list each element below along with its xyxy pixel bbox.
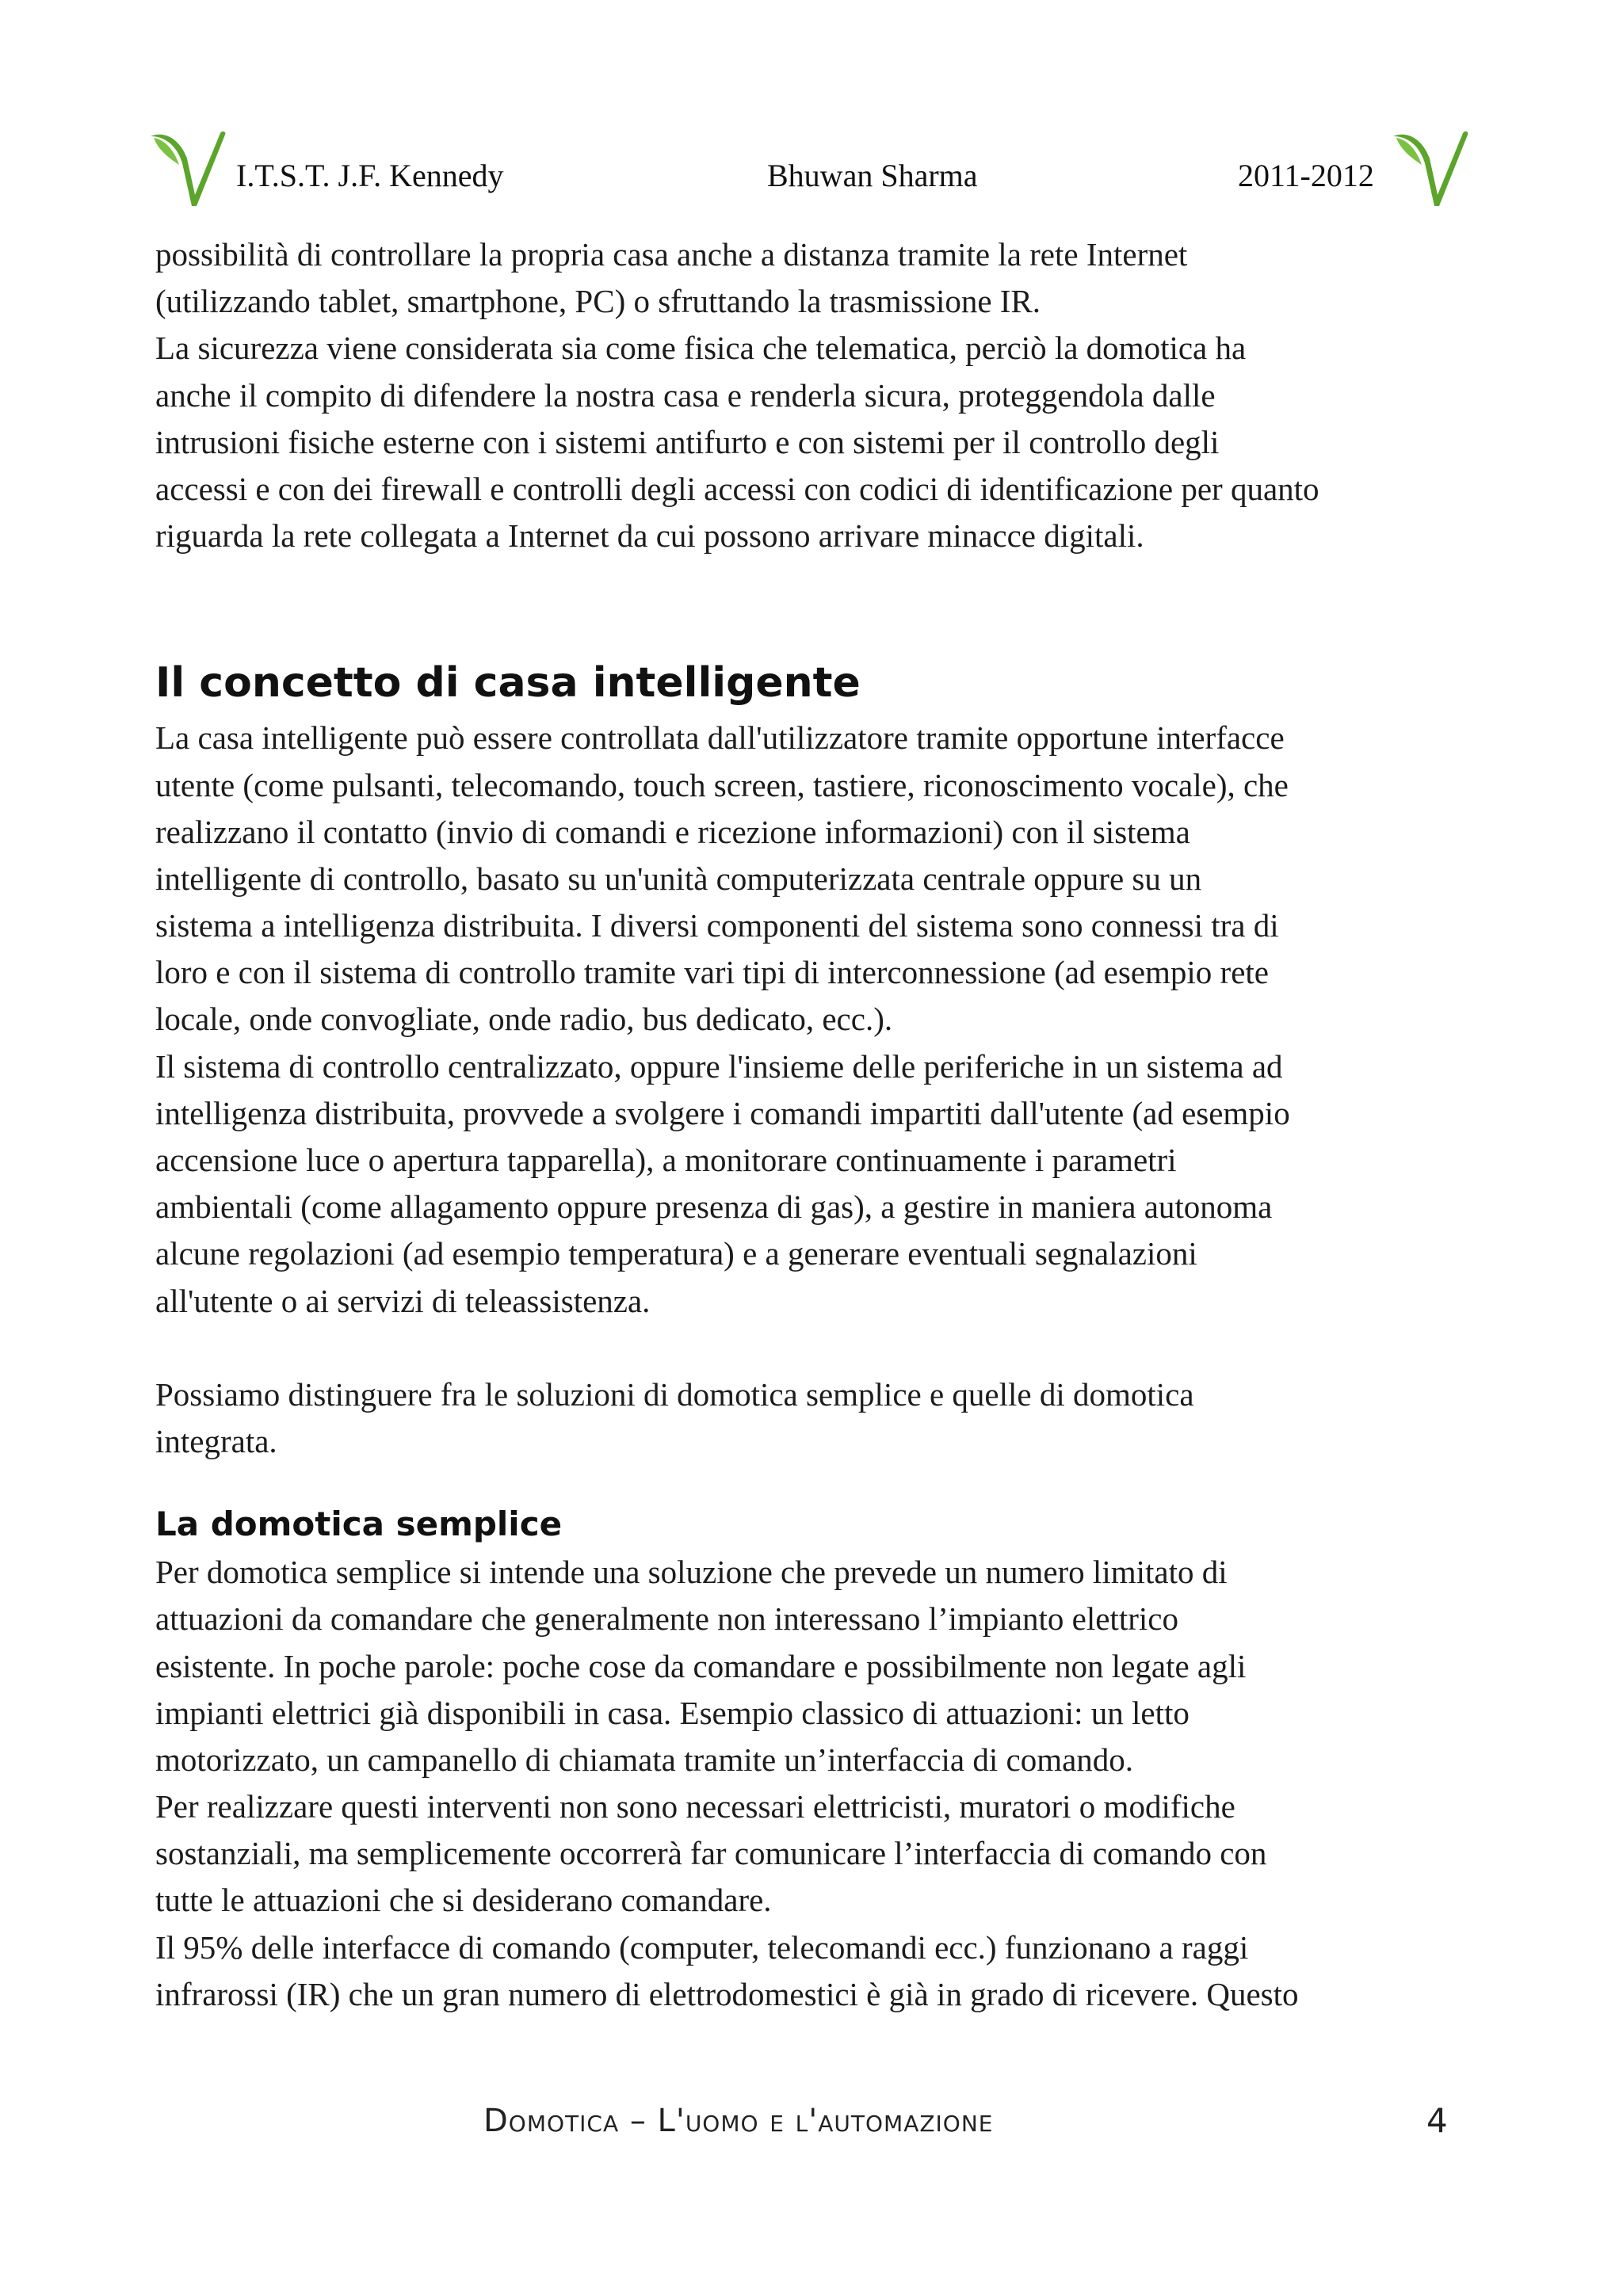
text-line: intelligenza distribuita, provvede a svolgere i comandi impartiti dall'utente (ad esempio xyxy=(155,1094,1290,1131)
text-line: infrarossi (IR) che un gran numero di elettrodomestici è già in grado di ricevere. Questo xyxy=(155,1975,1299,2012)
paragraph-simple-domotics xyxy=(155,1549,1471,2018)
text-line: anche il compito di difendere la nostra casa e renderla sicura, proteggendola dalle xyxy=(155,376,1216,414)
text-line: possibilità di controllare la propria casa anche a distanza tramite la rete Internet xyxy=(155,236,1188,273)
text-line: esistente. In poche parole: poche cose da comandare e possibilmente non legate agli xyxy=(155,1647,1247,1684)
text-line: motorizzato, un campanello di chiamata tramite un’interfaccia di comando. xyxy=(155,1741,1134,1778)
text-line: alcune regolazioni (ad esempio temperatura) e a generare eventuali segnalazioni xyxy=(155,1235,1197,1272)
section-heading: Il concetto di casa intelligente xyxy=(155,659,861,707)
text-line: ambientali (come allagamento oppure presenza di gas), a gestire in maniera autonoma xyxy=(155,1188,1273,1226)
page-header xyxy=(151,127,1472,214)
text-line: Il sistema di controllo centralizzato, oppure l'insieme delle periferiche in un sistema ad xyxy=(155,1047,1283,1085)
sprout-v-icon xyxy=(1393,127,1472,212)
text-line: intrusioni fisiche esterne con i sistemi antifurto e con sistemi per il controllo degli xyxy=(155,423,1220,460)
text-line: La casa intelligente può essere controllata dall'utilizzatore tramite opportune interfacce xyxy=(155,719,1285,757)
text-line: realizzano il contatto (invio di comandi e ricezione informazioni) con il sistema xyxy=(155,813,1190,850)
text-line: La sicurezza viene considerata sia come fisica che telematica, perciò la domotica ha xyxy=(155,330,1247,367)
text-line: Per domotica semplice si intende una soluzione che prevede un numero limitato di xyxy=(155,1554,1228,1591)
header-year: 2011-2012 xyxy=(1238,158,1374,193)
text-line: attuazioni da comandare che generalmente non interessano l’impianto elettrico xyxy=(155,1600,1178,1638)
text-line: sistema a intelligenza distribuita. I diversi componenti del sistema sono connessi tra di xyxy=(155,907,1279,944)
text-line: integrata. xyxy=(155,1422,277,1459)
text-line: Per realizzare questi interventi non sono necessari elettricisti, muratori o modifiche xyxy=(155,1788,1235,1825)
text-line: accensione luce o apertura tapparella), a monitorare continuamente i parametri xyxy=(155,1142,1177,1178)
paragraph-smart-home xyxy=(155,715,1471,1324)
text-line: sostanziali, ma semplicemente occorrerà far comunicare l’interfaccia di comando con xyxy=(155,1835,1267,1872)
text-line: locale, onde convogliate, onde radio, bus dedicato, ecc.). xyxy=(155,1001,893,1038)
header-author: Bhuwan Sharma xyxy=(767,158,978,193)
paragraph-distinction xyxy=(155,1371,1471,1465)
text-line: all'utente o ai servizi di teleassistenza. xyxy=(155,1282,651,1319)
subsection-heading: La domotica semplice xyxy=(155,1505,563,1544)
document-body xyxy=(155,231,1471,2018)
page-number: 4 xyxy=(1426,2101,1448,2140)
text-line: Possiamo distinguere fra le soluzioni di domotica semplice e quelle di domotica xyxy=(155,1375,1194,1413)
text-line: tutte le attuazioni che si desiderano comandare. xyxy=(155,1882,772,1919)
footer-title: Domotica – L'uomo e l'automazione xyxy=(483,2103,994,2139)
text-line: accessi e con dei firewall e controlli degli accessi con codici di identificazione per quanto xyxy=(155,470,1319,507)
header-school: I.T.S.T. J.F. Kennedy xyxy=(236,158,504,193)
text-line: impianti elettrici già disponibili in casa. Esempio classico di attuazioni: un letto xyxy=(155,1694,1190,1731)
text-line: riguarda la rete collegata a Internet da cui possono arrivare minacce digitali. xyxy=(155,517,1144,555)
text-line: intelligente di controllo, basato su un'unità computerizzata centrale oppure su un xyxy=(155,860,1202,897)
text-line: utente (come pulsanti, telecomando, touch screen, tastiere, riconoscimento vocale), che xyxy=(155,766,1289,803)
text-line: Il 95% delle interfacce di comando (computer, telecomandi ecc.) funzionano a raggi xyxy=(155,1928,1249,1966)
text-line: (utilizzando tablet, smartphone, PC) o sfruttando la trasmissione IR. xyxy=(155,283,1041,320)
text-line: loro e con il sistema di controllo tramite vari tipi di interconnessione (ad esempio rete xyxy=(155,954,1269,991)
paragraph-security xyxy=(155,231,1471,559)
sprout-v-icon xyxy=(151,127,230,212)
